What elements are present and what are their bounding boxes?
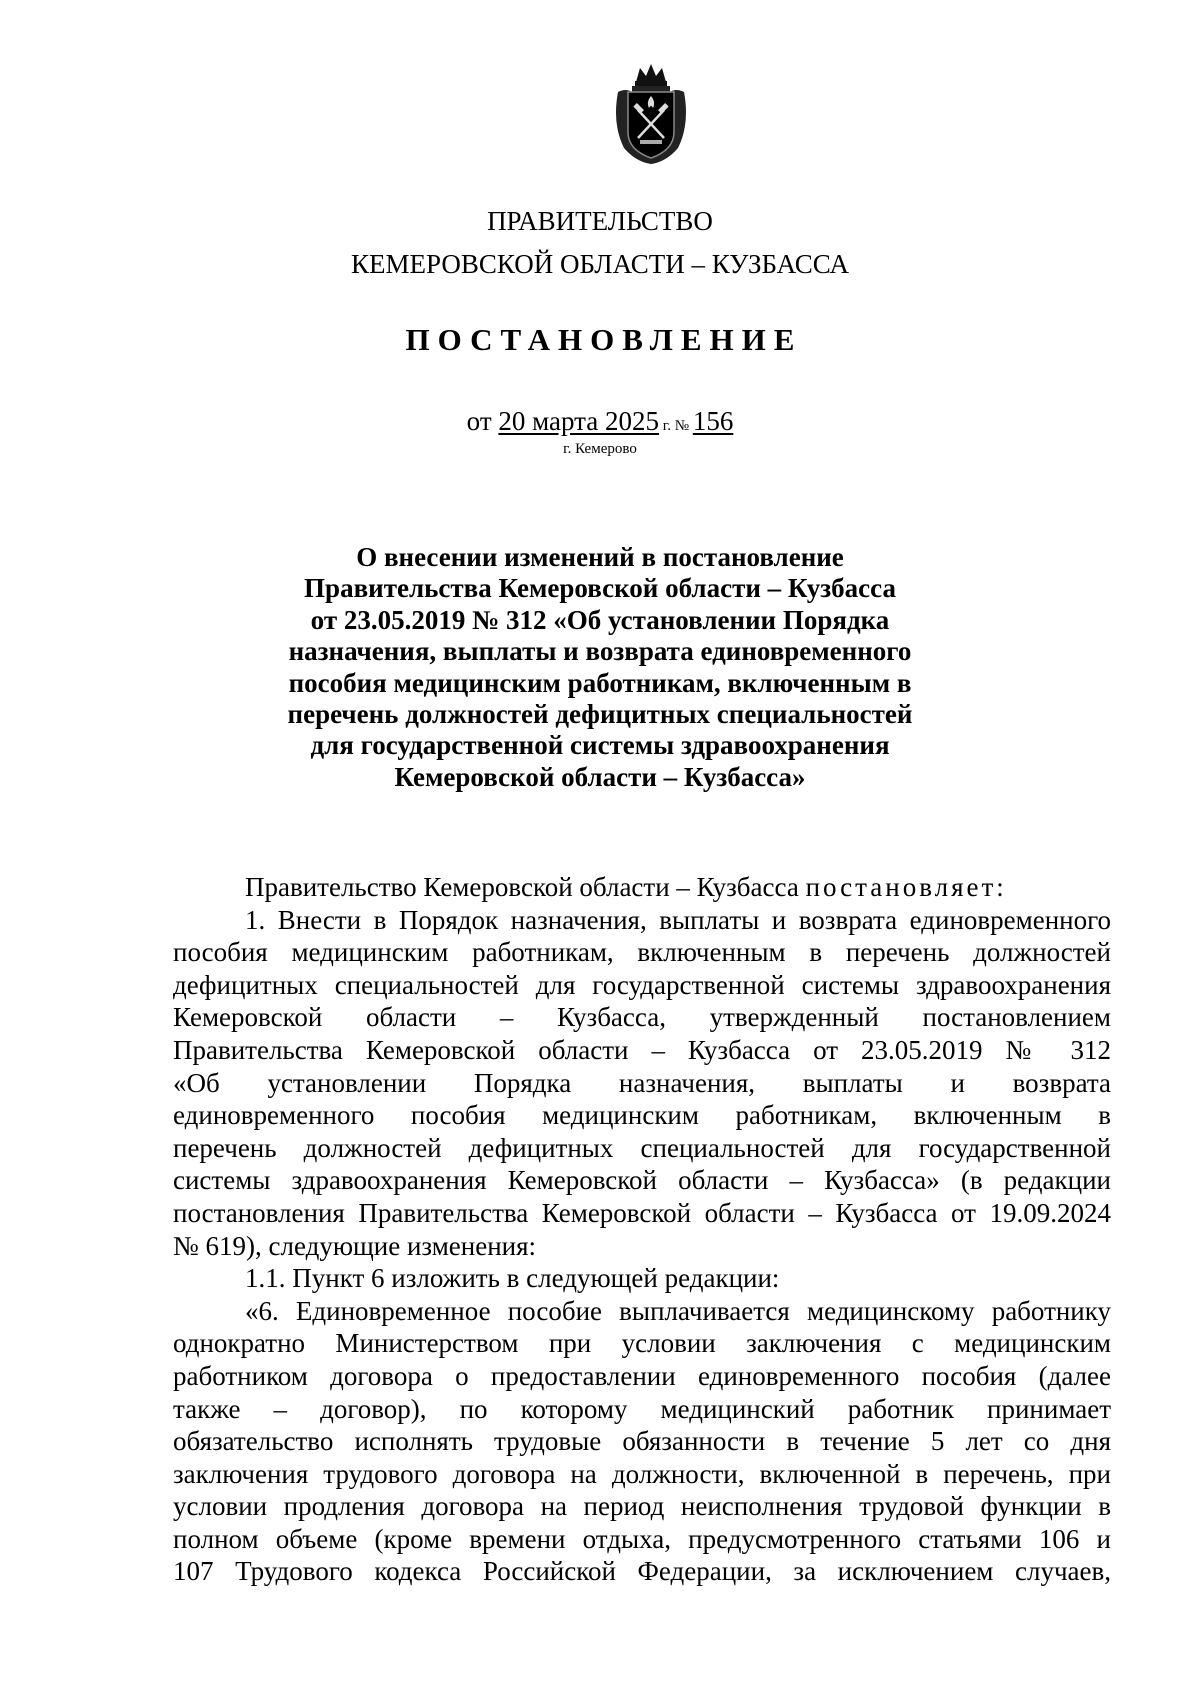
body-text-line: «Об установлении Порядка назначения, выплаты и возврата	[173, 1067, 1111, 1098]
body-text-line: «6. Единовременное пособие выплачивается медицинскому работнику	[245, 1295, 1111, 1326]
date-prefix: от	[466, 406, 499, 436]
body-text-line: постановления Правительства Кемеровской области – Кузбасса от 19.09.2024	[173, 1197, 1111, 1228]
body-text-line: единовременного пособия медицинским работникам, включенным в	[173, 1100, 1111, 1131]
body-text-line: однократно Министерством при условии заключения с медицинским	[173, 1328, 1111, 1359]
preamble-text: Правительство Кемеровской области – Кузбасса	[245, 872, 806, 902]
city-name: г. Кемерово	[563, 441, 637, 457]
body-text-line: условии продления договора на период неисполнения трудовой функции в	[173, 1491, 1111, 1522]
number-sign: №	[671, 418, 693, 434]
document-body	[173, 871, 1111, 1588]
subject-line: Кемеровской области – Кузбасса»	[394, 761, 806, 792]
org-name-line1: ПРАВИТЕЛЬСТВО	[487, 206, 713, 236]
body-text-line: также – договор), по которому медицинский работник принимает	[173, 1393, 1111, 1424]
body-text-line: перечень должностей дефицитных специальностей для государственной	[173, 1132, 1111, 1163]
document-date: 20 марта 2025	[498, 406, 660, 436]
body-text-line: обязательство исполнять трудовые обязанности в течение 5 лет со дня	[173, 1426, 1111, 1457]
body-text-line: 107 Трудового кодекса Российской Федерации, за исключением случаев,	[173, 1556, 1111, 1587]
document-number: 156	[692, 406, 734, 436]
body-text-line: 1.1. Пункт 6 изложить в следующей редакции:	[245, 1263, 780, 1294]
body-text-line: Кемеровской области – Кузбасса, утвержденный постановлением	[173, 1002, 1111, 1033]
body-text-line: дефицитных специальностей для государственной системы здравоохранения	[173, 969, 1111, 1000]
preamble	[173, 871, 1111, 904]
body-text-line: 1. Внести в Порядок назначения, выплаты и возврата единовременного	[245, 904, 1111, 935]
body-text-line: Правительства Кемеровской области – Кузбасса от 23.05.2019 № 312	[173, 1034, 1111, 1065]
preamble-action: постановляет:	[805, 872, 1007, 902]
date-number-line	[0, 406, 1200, 441]
body-text-line: полном объеме (кроме времени отдыха, предусмотренного статьями 106 и	[173, 1523, 1111, 1554]
subject-line: перечень должностей дефицитных специальностей	[287, 699, 913, 730]
coat-of-arms-emblem	[610, 62, 692, 166]
subject-line: пособия медицинским работникам, включенным в	[288, 667, 912, 698]
document-type-title: ПОСТАНОВЛЕНИЕ	[405, 322, 803, 357]
body-lines	[173, 904, 1111, 1588]
subject-line: от 23.05.2019 № 312 «Об установлении Порядка	[310, 604, 890, 635]
subject-line: Правительства Кемеровской области – Кузбасса	[304, 573, 896, 604]
body-text-line: заключения трудового договора на должности, включенной в перечень, при	[173, 1458, 1111, 1489]
body-text-line: № 619), следующие изменения:	[173, 1230, 537, 1261]
subject-line: для государственной системы здравоохранения	[310, 730, 890, 761]
document-subject	[0, 542, 1200, 793]
year-suffix: г.	[659, 418, 671, 434]
org-name-line2: КЕМЕРОВСКОЙ ОБЛАСТИ – КУЗБАССА	[351, 249, 849, 279]
subject-line: назначения, выплаты и возврата единовременного	[288, 636, 912, 667]
body-text-line: пособия медицинским работникам, включенным в перечень должностей	[173, 937, 1111, 968]
body-text-line: работником договора о предоставлении единовременного пособия (далее	[173, 1360, 1111, 1391]
body-text-line: системы здравоохранения Кемеровской области – Кузбасса» (в редакции	[173, 1165, 1111, 1196]
subject-line: О внесении изменений в постановление	[356, 542, 844, 572]
